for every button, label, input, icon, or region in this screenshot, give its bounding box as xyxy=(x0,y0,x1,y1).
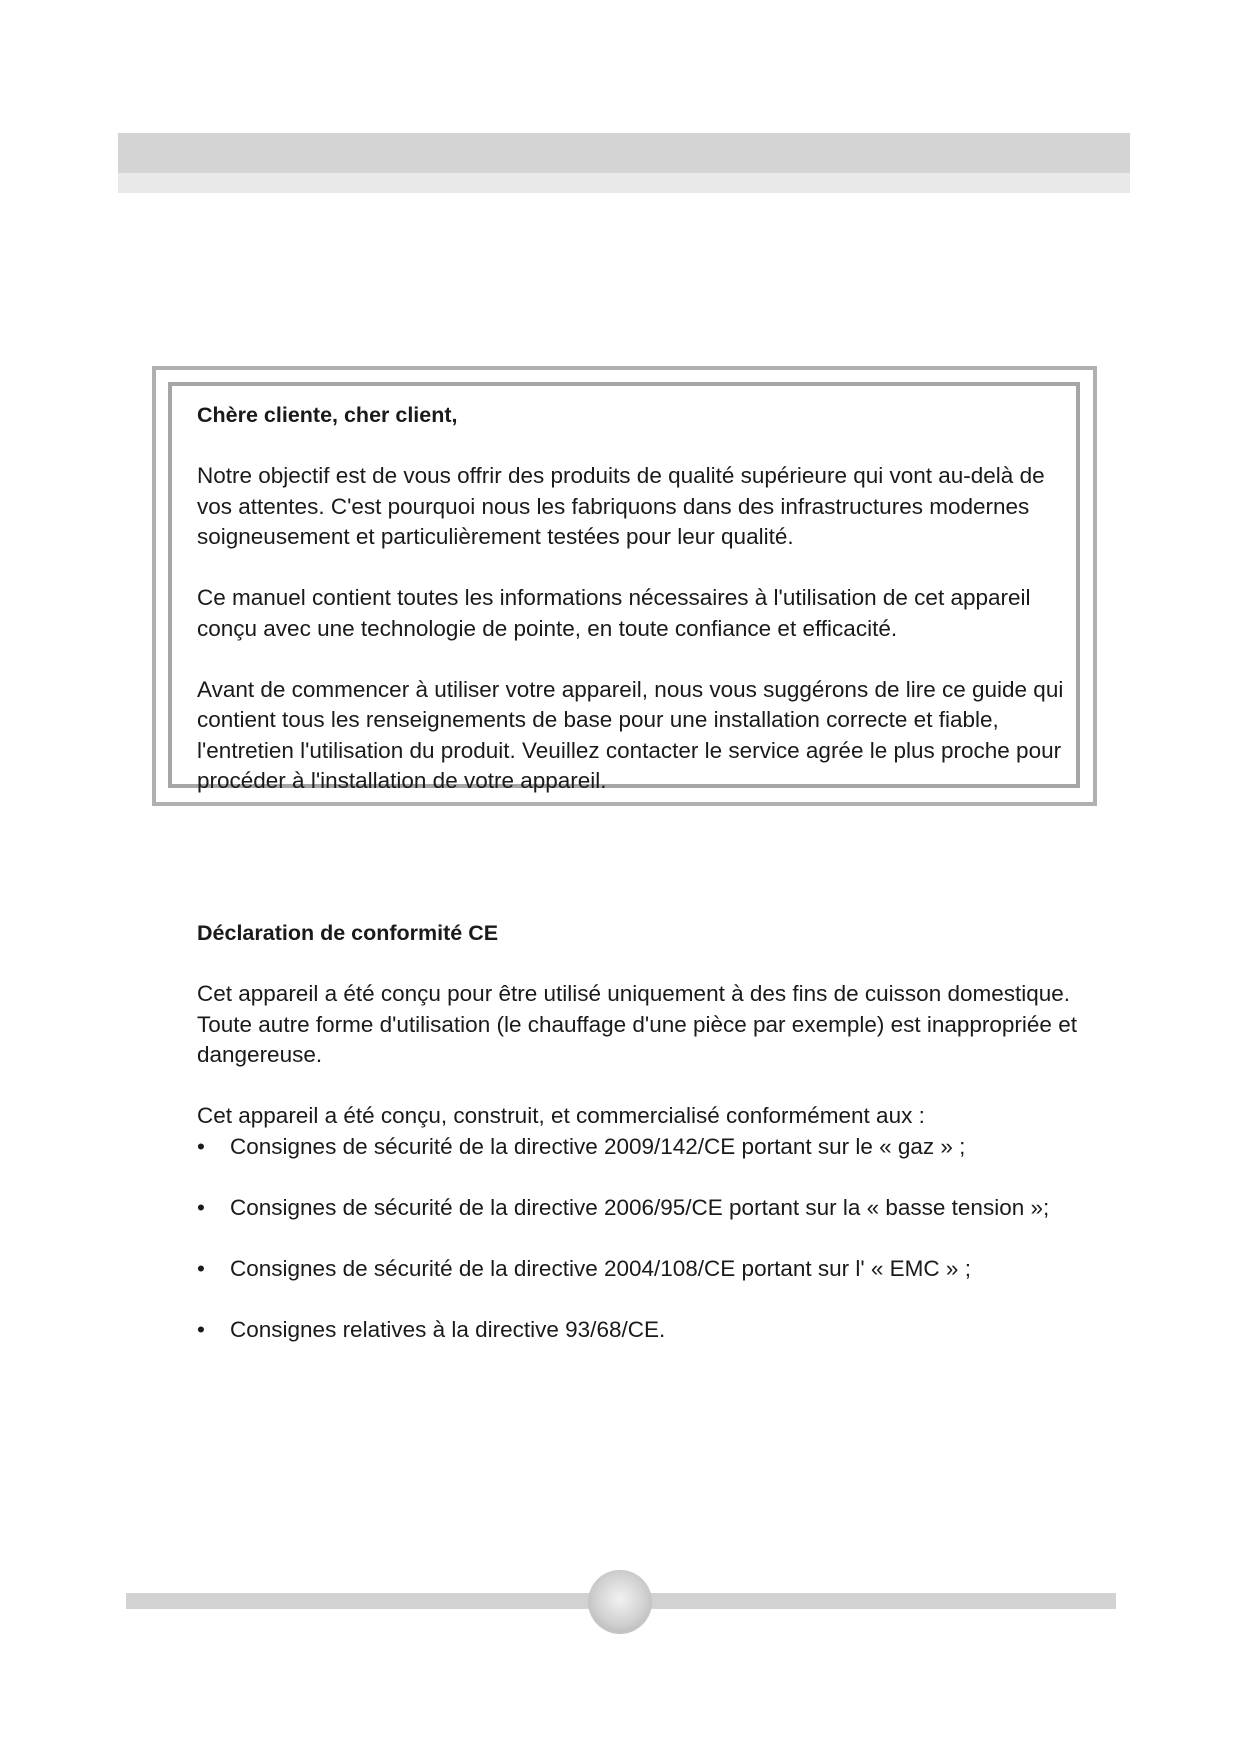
ce-declaration xyxy=(197,918,1077,1376)
declaration-title: Déclaration de conformité CE xyxy=(197,921,499,945)
directive-item: • Consignes relatives à la directive 93/68/CE. xyxy=(197,1315,1077,1346)
directive-item: • Consignes de sécurité de la directive 2006/95/CE portant sur la « basse tension »; xyxy=(197,1193,1077,1224)
declaration-list-intro: Cet appareil a été conçu, construit, et commercialisé conformément aux : xyxy=(197,1103,925,1128)
directive-list xyxy=(197,1132,1077,1346)
letter-paragraph: Ce manuel contient toutes les informations nécessaires à l'utilisation de cet appareil conçu avec une technologie de pointe, en toute confiance et efficacité. xyxy=(197,585,1031,641)
letter-paragraph: Notre objectif est de vous offrir des produits de qualité supérieure qui vont au-delà de vos attentes. C'est pourquoi nous les fabriquons dans des infrastructures modernes soigneusement et particulièrement testées pour leur qualité. xyxy=(197,463,1045,549)
declaration-intro: Cet appareil a été conçu pour être utilisé uniquement à des fins de cuisson domestique. Toute autre forme d'utilisation (le chauffage d'une pièce par exemple) est inappropriée et dangereuse. xyxy=(197,981,1077,1067)
customer-letter xyxy=(197,400,1077,797)
header-bar xyxy=(118,133,1130,193)
directive-item: • Consignes de sécurité de la directive 2009/142/CE portant sur le « gaz » ; xyxy=(197,1132,1077,1163)
letter-greeting: Chère cliente, cher client, xyxy=(197,403,458,427)
letter-paragraph: Avant de commencer à utiliser votre appareil, nous vous suggérons de lire ce guide qui contient tous les renseignements de base pour une installation correcte et fiable, l'entretien l'utilisation du produit. Veuillez contacter le service agrée le plus proche pour procéder à l'installation de votre appareil. xyxy=(197,676,1064,793)
page-marker-circle xyxy=(589,1571,651,1633)
directive-item: • Consignes de sécurité de la directive 2004/108/CE portant sur l' « EMC » ; xyxy=(197,1254,1077,1285)
